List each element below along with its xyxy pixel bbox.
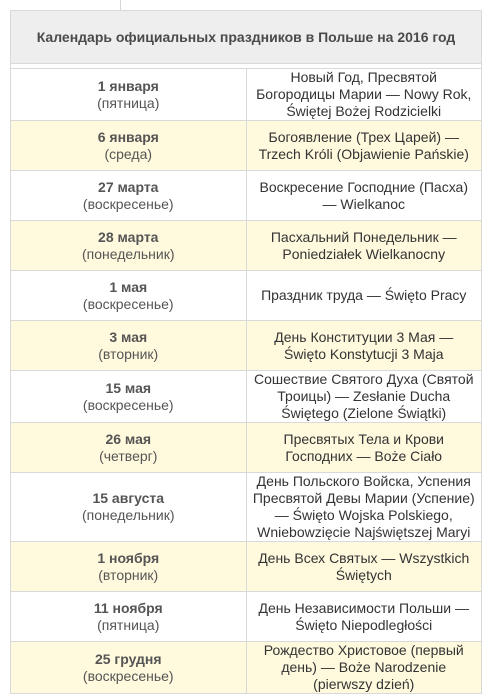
holiday-weekday: (вторник): [98, 566, 159, 583]
holiday-name: Богоявление (Трех Царей) — Trzech Króli (Objawienie Pańskie): [246, 121, 482, 171]
holiday-name: Сошествие Святого Духа (Святой Троицы) — Zesłanie Ducha Świętego (Zielone Świątki): [246, 371, 482, 423]
holiday-date: 27 марта: [98, 178, 159, 195]
holiday-weekday: (воскресенье): [82, 195, 174, 212]
table-title: Календарь официальных праздников в Польше на 2016 год: [11, 11, 482, 64]
date-cell: [11, 423, 247, 473]
holiday-name: Праздник труда — Święto Pracy: [246, 271, 482, 321]
holiday-weekday: (четверг): [99, 447, 158, 464]
date-cell: [11, 642, 247, 694]
table-row: [11, 221, 482, 271]
date-cell: [11, 592, 247, 642]
table-row: [11, 321, 482, 371]
date-cell: [11, 321, 247, 371]
holiday-name: Пресвятых Тела и Крови Господних — Boże Ciało: [246, 423, 482, 473]
holiday-name: День Независимости Польши — Święto Niepodległości: [246, 592, 482, 642]
holiday-weekday: (воскресенье): [82, 396, 174, 413]
table-row: [11, 423, 482, 473]
holiday-weekday: (воскресенье): [82, 295, 174, 312]
holiday-weekday: (понедельник): [81, 507, 175, 523]
holiday-weekday: (пятница): [97, 616, 160, 633]
holiday-date: 1 мая: [109, 278, 148, 295]
table-row: [11, 642, 482, 694]
table-row: [11, 592, 482, 642]
holiday-date: 1 января: [97, 77, 159, 94]
holiday-weekday: (воскресенье): [82, 667, 174, 684]
table-row: [11, 542, 482, 592]
table-row: [11, 171, 482, 221]
date-cell: [11, 221, 247, 271]
table-row: [11, 371, 482, 423]
holiday-date: 1 ноября: [97, 549, 160, 566]
holiday-weekday: (вторник): [98, 345, 159, 362]
holiday-name: День Польского Войска, Успения Пресвятой Девы Марии (Успение) — Święto Wojska Polskiego, Wniebowzięcie Najświętszej Maryi: [246, 473, 482, 542]
holiday-name: День Всех Святых — Wszystkich Świętych: [246, 542, 482, 592]
date-cell: [11, 371, 247, 423]
date-cell: [11, 121, 247, 171]
holiday-date: 15 августа: [92, 490, 165, 506]
holiday-name: Пасхальний Понедельник — Poniedziałek Wielkanocny: [246, 221, 482, 271]
table-row: [11, 473, 482, 542]
holiday-name: Рождество Христовое (первый день) — Boże Narodzenie (pierwszy dzień): [246, 642, 482, 694]
date-cell: [11, 171, 247, 221]
holiday-date: 15 мая: [105, 379, 152, 396]
table-row: [11, 69, 482, 121]
date-cell: [11, 69, 247, 121]
holiday-date: 11 ноября: [93, 599, 163, 616]
date-cell: [11, 271, 247, 321]
holiday-name: Воскресение Господние (Пасха) — Wielkanoc: [246, 171, 482, 221]
holiday-name: Новый Год, Пресвятой Богородицы Марии — Nowy Rok, Świętej Bożej Rodzicielki: [246, 69, 482, 121]
holiday-date: 3 мая: [109, 328, 148, 345]
holiday-date: 25 грудня: [94, 650, 162, 667]
date-cell: [11, 473, 247, 542]
holidays-table: [10, 10, 482, 694]
holiday-weekday: (пятница): [97, 94, 160, 111]
date-cell: [11, 542, 247, 592]
table-row: [11, 121, 482, 171]
holiday-weekday: (понедельник): [81, 245, 175, 262]
holiday-name: День Конституции 3 Мая — Święto Konstytucji 3 Maja: [246, 321, 482, 371]
holiday-weekday: (среда): [104, 145, 153, 162]
holiday-date: 6 января: [97, 128, 159, 145]
holiday-date: 28 марта: [98, 228, 159, 245]
table-body: [11, 69, 482, 694]
holiday-date: 26 мая: [105, 430, 152, 447]
divider-stub: [120, 0, 121, 10]
table-row: [11, 271, 482, 321]
